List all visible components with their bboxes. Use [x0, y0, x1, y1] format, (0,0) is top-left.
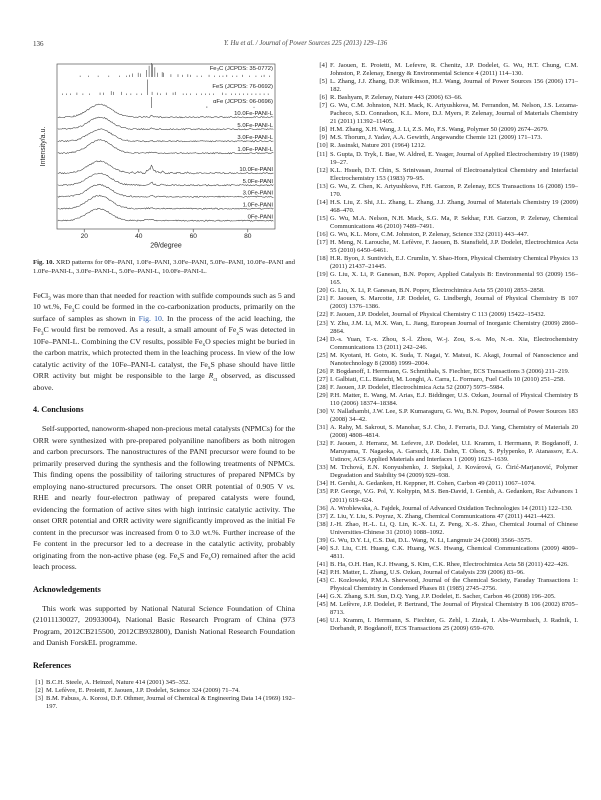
- reference-text: P. Bogdanoff, I. Herrmann, G. Schmithals, S. Fiechter, ECS Transactions 3 (2006) 211–219.: [330, 367, 570, 375]
- reference-text: F. Jaouen, J. Herranz, M. Lefevre, J.P. Dodelet, U.I. Kramm, I. Herrmann, P. Bogdanoff, J. Maruyama, T. Nagaoka, A. Garsuch, J.R. Dahn, T. Olson, S. Pylypenko, P. Atanassov, E.A. Ustinov, ACS Applied Materials and Interfaces 1 (2009) 1623–1639.: [330, 440, 578, 464]
- reference-item: [317, 239, 578, 255]
- reference-item: [317, 271, 578, 287]
- left-column: [33, 56, 295, 711]
- reference-item: [317, 593, 578, 601]
- figure-caption: Fig. 10. XRD patterns for 0Fe–PANI, 1.0Fe–PANI, 3.0Fe–PANI, 5.0Fe–PANI, 10.0Fe–PANI and 1.0Fe–PANI-L, 3.0Fe–PANI-L, 5.0Fe–PANI-L, 10.0Fe–PANI-L.: [33, 259, 295, 276]
- reference-item: [317, 617, 578, 633]
- reference-item: [317, 505, 578, 513]
- reference-item: [33, 687, 295, 695]
- svg-text:Fe₃C (JCPDS: 35-0772): Fe₃C (JCPDS: 35-0772): [209, 66, 273, 72]
- reference-item: [317, 408, 578, 424]
- reference-number: [4]: [319, 62, 327, 69]
- reference-item: [317, 561, 578, 569]
- reference-number: [11]: [317, 150, 328, 158]
- reference-text: Y. Zhu, J.M. Li, M.X. Wan, L. Jiang, European Journal of Inorganic Chemistry (2009) 2860–2864.: [330, 319, 578, 335]
- reference-text: F. Jaouen, E. Proietti, M. Lefevre, R. Chenitz, J.P. Dodelet, G. Wu, H.T. Chung, C.M. Johnston, P. Zelenay, Energy & Environmental Science 4 (2011) 114–130.: [330, 62, 578, 78]
- reference-text: P.P. George, V.G. Pol, Y. Koltypin, M.S. Ben-David, I. Genish, A. Gedanken, Rsc Advances 1 (2011) 619–624.: [330, 488, 578, 504]
- reference-text: F. Jaouen, J.P. Dodelet, Electrochimica Acta 52 (2007) 5975–5984.: [330, 383, 505, 391]
- reference-item: [317, 102, 578, 126]
- reference-number: [3]: [35, 694, 43, 702]
- reference-number: [32]: [317, 440, 328, 448]
- reference-item: [317, 320, 578, 336]
- reference-text: S.J. Liu, C.H. Huang, C.K. Huang, W.S. Hwang, Chemical Communications (2009) 4809–4811.: [330, 544, 578, 560]
- reference-item: [317, 424, 578, 440]
- reference-number: [38]: [317, 520, 328, 528]
- page-number: 136: [33, 40, 44, 48]
- svg-text:80: 80: [244, 233, 252, 240]
- reference-text: G. Wu, D.Y. Li, C.S. Dai, D.L. Wang, N. Li, Langmuir 24 (2008) 3566–3575.: [330, 536, 532, 544]
- reference-text: G.X. Zhang, S.H. Sun, D.Q. Yang, J.P. Dodelet, E. Sacher, Carbon 46 (2008) 196–205.: [330, 593, 556, 601]
- fig10-crossref-link[interactable]: Fig. 10: [138, 313, 162, 323]
- references-list-right: [317, 62, 578, 633]
- reference-number: [35]: [317, 488, 328, 496]
- reference-number: [26]: [317, 367, 328, 375]
- reference-text: G. Wu, M.A. Nelson, N.H. Mack, S.G. Ma, P. Sekhar, F.H. Garzon, P. Zelenay, Chemical Communications 46 (2010) 7489–7491.: [330, 214, 578, 230]
- reference-text: R. Jasinski, Nature 201 (1964) 1212.: [330, 142, 426, 150]
- reference-text: B.C.H. Steele, A. Heinzel, Nature 414 (2001) 345–352.: [46, 678, 191, 686]
- reference-text: U.I. Kramm, I. Herrmann, S. Fiechter, G. Zehl, I. Zizak, I. Abs-Wurmbach, J. Radnik, I. Dorbandt, P. Bogdanoff, ECS Transactions 25 (2009) 659–670.: [330, 617, 578, 633]
- reference-text: S. Gupta, D. Tryk, I. Bae, W. Aldred, E. Yeager, Journal of Applied Electrochemistry 19 (1989) 19–27.: [330, 150, 578, 166]
- reference-number: [27]: [317, 375, 328, 383]
- reference-text: B. Ha, O.H. Han, K.J. Hwang, S. Kim, C.K. Rhee, Electrochimica Acta 58 (2011) 422–426.: [330, 560, 569, 568]
- reference-number: [39]: [317, 536, 328, 544]
- reference-text: Z. Liu, Y. Liu, S. Poyraz, X. Zhang, Chemical Communications 47 (2011) 4421–4423.: [330, 512, 555, 520]
- svg-text:3.0Fe-PANI: 3.0Fe-PANI: [242, 190, 273, 197]
- reference-number: [45]: [317, 601, 328, 609]
- reference-text: L. Zhang, J.J. Zhang, D.P. Wilkinson, H.J. Wang, Journal of Power Sources 156 (2006) 171–182.: [330, 78, 578, 94]
- reference-item: [317, 577, 578, 593]
- acknowledgements-paragraph: This work was supported by National Natural Science Foundation of China (21011130027, 20933004), National Basic Research Program of China (973 Program, 2012CB215500, 2012CB932800), Danish National Research Foundation and Danish ForskEL programme.: [33, 603, 295, 648]
- reference-item: [317, 231, 578, 239]
- reference-item: [317, 78, 578, 94]
- reference-text: H. Meng, N. Larouche, M. Lefèvre, F. Jaouen, B. Stansfield, J.P. Dodelet, Electrochimica Acta 55 (2010) 6450–6461.: [330, 239, 578, 255]
- reference-number: [15]: [317, 214, 328, 222]
- reference-text: M. Kyotani, H. Goto, K. Suda, T. Nagai, Y. Matsui, K. Akagi, Journal of Nanoscience and Nanotechnology 8 (2008) 1999–2004.: [330, 351, 578, 367]
- right-column: [317, 62, 578, 633]
- reference-number: [31]: [317, 424, 328, 432]
- reference-number: [16]: [317, 230, 328, 238]
- reference-item: [317, 94, 578, 102]
- reference-number: [28]: [317, 383, 328, 391]
- reference-text: D.-s. Yuan, T.-x. Zhou, S.-l. Zhou, W.-j. Zou, S.-s. Mo, N.-n. Xia, Electrochemistry Communications 13 (2011) 242–246.: [330, 335, 578, 351]
- reference-text: F. Jaouen, J.P. Dodelet, Journal of Physical Chemistry C 113 (2009) 15422–15432.: [330, 311, 546, 319]
- reference-number: [29]: [317, 391, 328, 399]
- reference-item: [317, 199, 578, 215]
- reference-text: F. Jaouen, S. Marcotte, J.P. Dodelet, G. Lindbergh, Journal of Physical Chemistry B 107 (2003) 1376–1386.: [330, 295, 578, 311]
- reference-number: [7]: [319, 102, 327, 110]
- reference-text: G. Liu, X. Li, P. Ganesan, B.N. Popov, Electrochimica Acta 55 (2010) 2853–2858.: [330, 287, 545, 295]
- svg-text:2θ/degree: 2θ/degree: [150, 242, 182, 250]
- reference-text: P.H. Matter, L. Zhang, U.S. Ozkan, Journal of Catalysis 239 (2006) 83–96.: [330, 568, 525, 576]
- reference-text: J.-H. Zhao, H.-L. Li, Q. Lin, K.-X. Li, Z. Peng, X.-S. Zhao, Chemical Journal of Chinese Universities-Chinese 31 (2010) 1088–1092.: [330, 520, 578, 536]
- svg-text:1.0Fe-PANI-L: 1.0Fe-PANI-L: [237, 147, 273, 153]
- reference-text: G. Wu, C.M. Johnston, N.H. Mack, K. Artyushkova, M. Ferrandon, M. Nelson, J.S. Lezama-Pacheco, S.D. Conradson, K.L. More, D.J. Myers, P. Zelenay, Journal of Materials Chemistry 21 (2011) 11392–11405.: [330, 102, 578, 126]
- reference-text: B.M. Fabuss, A. Korosi, D.F. Othmer, Journal of Chemical & Engineering Data 14 (1969) 192–197.: [46, 694, 295, 710]
- reference-item: [317, 480, 578, 488]
- reference-number: [9]: [319, 134, 327, 142]
- reference-item: [317, 569, 578, 577]
- xrd-chart: [33, 56, 295, 252]
- reference-text: H.R. Byon, J. Suntivich, E.J. Crumlin, Y. Shao-Horn, Physical Chemistry Chemical Physics 13 (2011) 21437–21445.: [330, 255, 578, 271]
- svg-text:60: 60: [189, 233, 197, 240]
- reference-number: [10]: [317, 142, 328, 150]
- svg-text:20: 20: [80, 233, 88, 240]
- svg-text:10.0Fe-PANI-L: 10.0Fe-PANI-L: [234, 111, 273, 117]
- reference-text: C. Kozlowski, P.M.A. Sherwood, Journal of the Chemical Society, Faraday Transactions 1: Physical Chemistry in Condensed Phases 81 (1985) 2745–2756.: [330, 577, 578, 593]
- svg-text:10.0Fe-PANI: 10.0Fe-PANI: [239, 167, 273, 173]
- references-list-left: [33, 679, 295, 711]
- conclusions-paragraph: Self-supported, nanoworm-shaped non-precious metal catalysts (NPMCs) for the ORR were synthesized with pre-prepared polyaniline nanofibers as both nitrogen and carbon precursors. The nanostructures of the PANI precursor were found to be primarily preserved during the synthesis and the following treatments of NPMCs. This finding opens the possibility of tailoring structures of prepared NPMCs by employing nano-structured precursors. The onset ORR potential of 0.905 V vs. RHE and nearly four-electron pathway of prepared catalysts were found, evidencing the formation of active sites with high intrinsic catalytic activity. The onset ORR potential and ORR activity were significantly improved as the initial Fe content in the precursor was increased from 0 to 3.0 wt.%. Further increase of the Fe content in the precursor led to a decrease in the catalytic activity, probably originating from the non-active phase (eg. $Fe_xS$ and $Fe_xO$) remained after the acid leach process.: [33, 424, 296, 572]
- reference-text: H.S. Liu, Z. Shi, J.L. Zhang, L. Zhang, J.J. Zhang, Journal of Materials Chemistry 19 (2009) 468–470.: [330, 198, 578, 214]
- reference-item: [317, 368, 578, 376]
- reference-number: [40]: [317, 544, 328, 552]
- reference-number: [21]: [317, 295, 328, 303]
- paragraph-fecl3: FeCl$_3$ was more than that needed for reaction with sulfide compounds such as 5 and 10 wt.%, $Fe_3C$ could be formed in the co-carbonization products, primarily on the surface of samples as shown in Fig. 10. In the process of the acid leaching, the $Fe_3C$ would first be removed. As a result, a small amount of $Fe_xS$ was detected in 10Fe–PANI-L. Combining the CV results, possible $Fe_xO$ species might be buried in the carbon matrix, which protected them in the leaching process. In view of the low catalytic activity of the 10Fe–PANI-L catalyst, the $Fe_xS$ phase should have little ORR activity but might be responsible to the large $R_{ct}$ observed, as discussed above.: [33, 290, 295, 392]
- reference-number: [13]: [317, 182, 328, 190]
- reference-item: [317, 336, 578, 352]
- reference-item: [317, 521, 578, 537]
- reference-item: [317, 295, 578, 311]
- reference-number: [46]: [317, 617, 328, 625]
- reference-item: [317, 183, 578, 199]
- reference-text: K.L. Hsueh, D.T. Chin, S. Srinivasan, Journal of Electroanalytical Chemistry and Interfacial Electrochemistry 153 (1983) 79–95.: [330, 166, 578, 182]
- reference-text: R. Bashyam, P. Zelenay, Nature 443 (2006) 63–66.: [330, 94, 463, 102]
- svg-text:FeS (JCPDS: 76-0692): FeS (JCPDS: 76-0692): [212, 84, 273, 90]
- reference-number: [44]: [317, 593, 328, 601]
- reference-number: [30]: [317, 408, 328, 416]
- reference-item: [317, 255, 578, 271]
- conclusions-heading: 4. Conclusions: [33, 405, 84, 415]
- reference-number: [34]: [317, 480, 328, 488]
- svg-text:3.0Fe-PANI-L: 3.0Fe-PANI-L: [237, 135, 273, 141]
- svg-text:αFe (JCPDS: 06-0696): αFe (JCPDS: 06-0696): [212, 99, 273, 105]
- reference-item: [317, 352, 578, 368]
- reference-item: [317, 215, 578, 231]
- reference-number: [43]: [317, 577, 328, 584]
- acknowledgements-heading: Acknowledgements: [33, 584, 101, 594]
- reference-number: [20]: [317, 287, 328, 295]
- reference-number: [41]: [317, 560, 328, 568]
- reference-item: [317, 488, 578, 504]
- reference-number: [12]: [317, 166, 328, 174]
- reference-text: A. Rahy, M. Sakrout, S. Manohar, S.J. Cho, J. Ferraris, D.J. Yang, Chemistry of Materials 20 (2008) 4808–4814.: [330, 424, 578, 440]
- reference-text: H.M. Zhang, X.H. Wang, J. Li, Z.S. Mo, F.S. Wang, Polymer 50 (2009) 2674–2679.: [330, 126, 549, 134]
- reference-number: [37]: [317, 512, 328, 520]
- reference-text: G. Liu, X. Li, P. Ganesan, B.N. Popov, Applied Catalysis B: Environmental 93 (2009) 156–165.: [330, 271, 578, 287]
- reference-item: [317, 376, 578, 384]
- reference-number: [6]: [319, 94, 327, 102]
- reference-item: [317, 440, 578, 464]
- reference-text: H. Gershi, A. Gedanken, H. Keppner, H. Cohen, Carbon 49 (2011) 1067–1074.: [330, 480, 536, 488]
- reference-item: [317, 513, 578, 521]
- reference-number: [42]: [317, 568, 328, 576]
- reference-number: [33]: [317, 464, 328, 472]
- reference-item: [317, 151, 578, 167]
- reference-number: [18]: [317, 255, 328, 263]
- reference-number: [5]: [319, 78, 327, 86]
- reference-number: [2]: [35, 686, 43, 694]
- reference-item: [317, 545, 578, 561]
- references-heading: References: [33, 660, 72, 670]
- reference-item: [317, 126, 578, 134]
- reference-number: [17]: [317, 239, 328, 247]
- reference-text: M. Lefèvre, J.P. Dodelet, P. Bertrand, The Journal of Physical Chemistry B 106 (2002) 8705–8713.: [330, 601, 578, 617]
- reference-item: [33, 679, 295, 687]
- reference-item: [317, 62, 578, 78]
- reference-item: [317, 287, 578, 295]
- reference-number: [19]: [317, 271, 328, 279]
- reference-number: [22]: [317, 311, 328, 319]
- reference-item: [317, 384, 578, 392]
- reference-number: [36]: [317, 504, 328, 512]
- running-head: Y. Hu et al. / Journal of Power Sources 225 (2013) 129–136: [223, 40, 388, 47]
- reference-item: [317, 464, 578, 480]
- page-header: [33, 40, 578, 52]
- reference-number: [23]: [317, 319, 328, 327]
- reference-text: G. Wu, K.L. More, C.M. Johnston, P. Zelenay, Science 332 (2011) 443–447.: [330, 230, 529, 238]
- reference-text: M. Trchová, E.N. Konyushenko, J. Stejskal, J. Kovárová, G. Ćirić-Marjanović, Polymer Degradation and Stability 94 (2009) 929–938.: [330, 464, 578, 480]
- reference-item: [317, 537, 578, 545]
- reference-text: A. Wroblewska, A. Fajdek, Journal of Advanced Oxidation Technologies 14 (2011) 122–130.: [330, 504, 573, 512]
- svg-text:Intensity/a.u.: Intensity/a.u.: [40, 126, 47, 167]
- figure-10: [33, 56, 295, 277]
- reference-number: [24]: [317, 335, 328, 343]
- reference-number: [14]: [317, 198, 328, 206]
- reference-text: I. Galbiati, C.L. Bianchi, M. Longhi, A. Carra, L. Formaro, Fuel Cells 10 (2010) 251–258.: [330, 375, 566, 383]
- svg-text:5.0Fe-PANI: 5.0Fe-PANI: [242, 179, 273, 185]
- reference-item: [317, 167, 578, 183]
- svg-text:0Fe-PANI: 0Fe-PANI: [247, 214, 273, 221]
- svg-text:1.0Fe-PANI: 1.0Fe-PANI: [242, 202, 273, 209]
- reference-text: M. Lefèvre, E. Proietti, F. Jaouen, J.P. Dodelet, Science 324 (2009) 71–74.: [46, 686, 240, 694]
- reference-number: [25]: [317, 351, 328, 359]
- reference-text: M.S. Thorum, J. Yadav, A.A. Gewirth, Angewandte Chemie 121 (2009) 171–173.: [330, 134, 543, 142]
- reference-text: V. Nallathambi, J.W. Lee, S.P. Kumaraguru, G. Wu, B.N. Popov, Journal of Power Sources 183 (2008) 34–42.: [330, 408, 578, 424]
- reference-item: [317, 142, 578, 150]
- reference-number: [8]: [319, 126, 327, 134]
- reference-text: P.H. Matter, E. Wang, M. Arias, E.J. Biddinger, U.S. Ozkan, Journal of Physical Chemistry B 110 (2006) 18374–18384.: [330, 391, 578, 407]
- svg-text:40: 40: [135, 233, 143, 240]
- reference-number: [1]: [35, 678, 43, 686]
- reference-item: [317, 601, 578, 617]
- reference-item: [317, 392, 578, 408]
- reference-item: [33, 695, 295, 711]
- reference-item: [317, 311, 578, 319]
- svg-text:5.0Fe-PANI-L: 5.0Fe-PANI-L: [237, 123, 273, 129]
- reference-text: G. Wu, Z. Chen, K. Artyushkova, F.H. Garzon, P. Zelenay, ECS Transactions 16 (2008) 159–170.: [330, 182, 578, 198]
- reference-item: [317, 134, 578, 142]
